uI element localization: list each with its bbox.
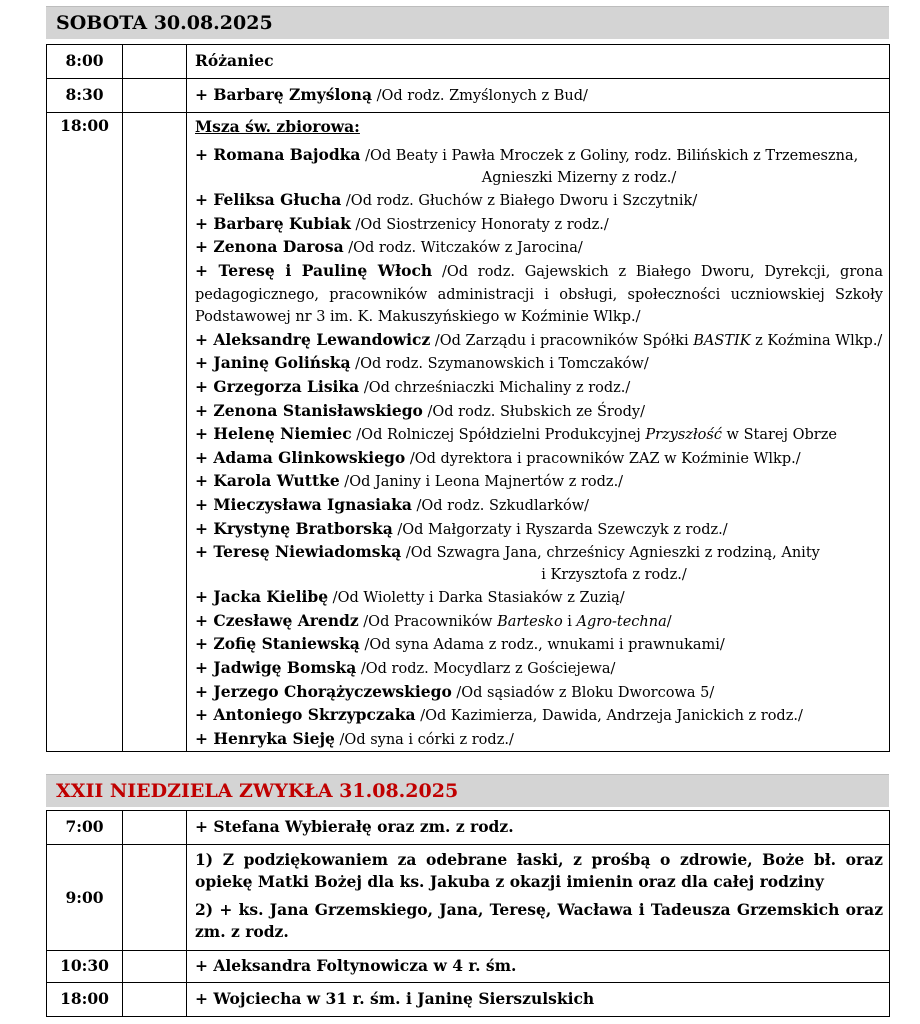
intention-name: + Jadwigę Bomską [195,658,357,678]
intention-item [195,144,883,168]
intention-paragraph-2: 2) + ks. Jana Grzemskiego, Jana, Teresę, Wacława i Tadeusza Grzemskich oraz zm. z rodz. [195,900,883,941]
mass-intention: + Stefana Wybierałę oraz zm. z rodz. [187,811,890,845]
intention-donor: /Od Zarządu i pracowników Spółki [430,332,694,349]
intention-donor: /Od dyrektora i pracowników ZAZ w Koźminie Wlkp./ [405,450,801,467]
intention-item [195,236,883,260]
intention-donor: /Od Małgorzaty i Ryszarda Szewczyk z rodz./ [392,521,728,538]
mass-time: 9:00 [47,845,123,951]
intention-name: + Zenona Stanisławskiego [195,400,423,420]
intention-name: + Aleksandrę Lewandowicz [195,329,431,349]
intention-donor: /Od rodz. Gajewskich z Białego Dworu, Dyrekcji, grona pedagogicznego, pracowników administracji i obsługi, społeczności uczniowskiej Szkoły Podstawowej nr 3 im. K. Makuszyńskiego w Koźminie Wlkp./ [195,263,883,326]
intention-item: + Aleksandrę Lewandowicz /Od Zarządu i pracowników Spółki BASTIK z Koźmina Wlkp./ [195,329,883,349]
intention-donor: /Od rodz. Mocydlarz z Gościejewa/ [356,661,616,678]
schedule-row [47,45,890,79]
intention-item [195,470,883,494]
intention-donor: /Od Szwagra Jana, chrześnicy Agnieszki z rodziną, Anity [401,545,820,562]
saturday-schedule [46,44,890,752]
intention-item [195,400,883,424]
mass-intention: Różaniec [187,45,890,79]
intention-name: + Jerzego Chorążyczewskiego [195,681,452,701]
intention-donor: /Od Pracowników [358,613,498,630]
intention-item: + Czesławę Arendz /Od Pracowników Bartesko i Agro-techna/ [195,610,672,630]
intention-item [195,657,883,681]
intention-donor: /Od rodz. Szkudlarków/ [411,497,589,514]
intention-donor-continued: Agnieszki Mizerny z rodz./ [481,169,677,186]
intention-name: + Janinę Golińską [195,353,351,373]
intention-item [195,352,883,376]
intention-item [195,518,883,542]
intention-name: + Teresę Niewiadomską [195,542,402,562]
intention-donor: /Od Siostrzenicy Honoraty z rodz./ [350,216,609,233]
intention-donor: /Od syna i córki z rodz./ [334,731,514,748]
sunday-header: XXII NIEDZIELA ZWYKŁA 31.08.2025 [46,774,889,807]
intention-donor: /Od rodz. Szymanowskich i Tomczaków/ [350,356,649,373]
schedule-row [47,983,890,1017]
intention-item [195,586,883,610]
mass-intention: + Aleksandra Foltynowicza w 4 r. śm. [187,951,890,983]
intention-name: + Antoniego Skrzypczaka [195,705,416,725]
collective-mass-title: Msza św. zbiorowa: [195,117,360,136]
intention-donor: /Od chrześniaczki Michaliny z rodz./ [359,379,631,396]
mass-time: 8:00 [47,45,123,79]
intention-name: + Teresę i Paulinę Włoch [195,260,433,280]
intention-donor: /Od rodz. Słubskich ze Środy/ [422,403,645,420]
schedule-row [47,951,890,983]
intention-item [195,704,883,728]
mass-time: 18:00 [47,113,123,752]
schedule-row [47,113,890,752]
intention-name: + Zofię Staniewską [195,634,360,654]
sunday-schedule [46,810,890,1017]
intention-name: + Feliksa Głucha [195,190,342,210]
intention-name: + Romana Bajodka [195,145,361,164]
intention-donor: /Od sąsiadów z Bloku Dworcowa 5/ [451,684,715,701]
intention-list [195,144,883,751]
intention-item [195,541,883,565]
intention-name: + Karola Wuttke [195,471,340,491]
intention-name: + Barbarę Kubiak [195,213,351,233]
schedule-row [47,79,890,113]
collective-mass [187,113,890,752]
intention-name: + Adama Glinkowskiego [195,447,406,467]
intention-item [195,494,883,518]
intention-name: + Jacka Kielibę [195,587,329,607]
mass-time: 8:30 [47,79,123,113]
intention-donor: /Od Kazimierza, Dawida, Andrzeja Janickich z rodz./ [415,708,803,725]
intention-item [195,728,883,752]
intention-item [195,681,883,705]
intention-name: + Czesławę Arendz [195,610,359,630]
intention-item: + Helenę Niemiec /Od Rolniczej Spółdzielni Produkcyjnej Przyszłość w Starej Obrze [195,424,837,444]
mass-intention: + Wojciecha w 31 r. śm. i Janinę Sierszulskich [187,983,890,1017]
intention-paragraph-1: 1) Z podziękowaniem za odebrane łaski, z prośbą o zdrowie, Boże bł. oraz opiekę Matki Bożej dla ks. Jakuba z okazji imienin oraz dla całej rodziny [195,850,883,891]
intention-donor: /Od Wioletty i Darka Stasiaków z Zuzią/ [328,590,625,607]
intention-donor: /Od syna Adama z rodz., wnukami i prawnukami/ [359,637,725,654]
intention-item [195,376,883,400]
intention-name: + Krystynę Bratborską [195,518,393,538]
intention-name: + Helenę Niemiec [195,424,352,444]
intention-item [195,447,883,471]
intention-name: + Mieczysława Ignasiaka [195,494,412,514]
mass-time: 18:00 [47,983,123,1017]
mass-time: 10:30 [47,951,123,983]
schedule-row [47,845,890,951]
intention-name: + Grzegorza Lisika [195,376,360,396]
schedule-row [47,811,890,845]
intention-donor: /Od Janiny i Leona Majnertów z rodz./ [339,474,624,491]
intention-donor: /Od rodz. Witczaków z Jarocina/ [343,240,583,257]
intention-donor-continued: i Krzysztofa z rodz./ [541,566,687,583]
intention-name: + Henryka Sieję [195,728,335,748]
intention-item [195,189,883,213]
intention-donor: /Od Beaty i Pawła Mroczek z Goliny, rodz. Bilińskich z Trzemeszna, [360,148,859,164]
mass-intention [187,845,890,951]
intention-item [195,633,883,657]
mass-time: 7:00 [47,811,123,845]
intention-name: + Zenona Darosa [195,237,344,257]
mass-intention: + Barbarę Zmyśloną /Od rodz. Zmyślonych z Bud/ [187,79,890,113]
saturday-header: SOBOTA 30.08.2025 [46,6,889,39]
intention-item [195,260,883,329]
intention-item [195,213,883,237]
intention-donor: /Od Rolniczej Spółdzielni Produkcyjnej [351,427,646,444]
intention-donor: /Od rodz. Głuchów z Białego Dworu i Szczytnik/ [341,193,698,210]
